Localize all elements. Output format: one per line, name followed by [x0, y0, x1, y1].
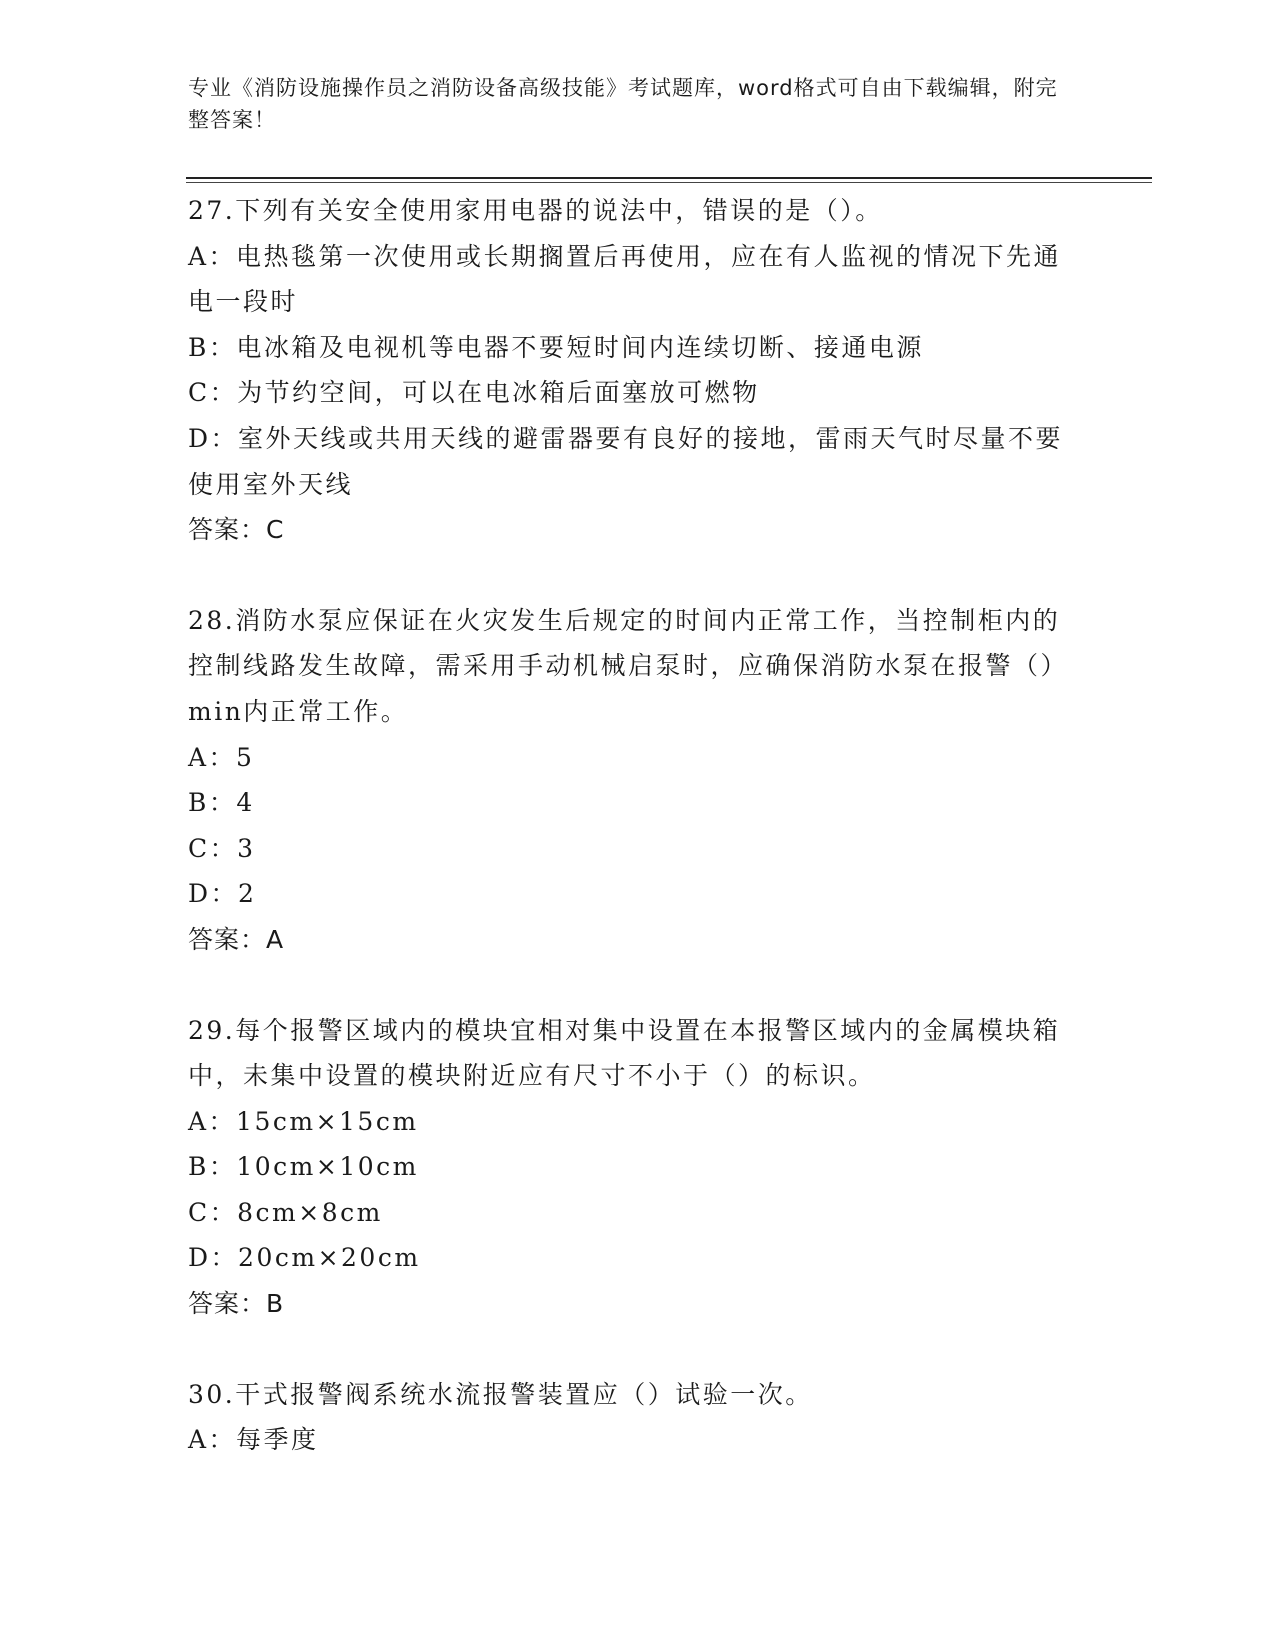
answer: 答案：B — [188, 1289, 285, 1319]
option-d: D：20cm×20cm — [188, 1243, 421, 1273]
option-c: C：8cm×8cm — [188, 1197, 383, 1227]
option-d: D：2 — [188, 879, 257, 909]
question-30 — [188, 1372, 1078, 1463]
question-stem: 28.消防水泵应保证在火灾发生后规定的时间内正常工作，当控制柜内的控制线路发生故障，需采用手动机械启泵时，应确保消防水泵在报警（）min内正常工作。 — [188, 605, 1069, 726]
question-27 — [188, 188, 1078, 553]
question-stem: 29.每个报警区域内的模块宜相对集中设置在本报警区域内的金属模块箱中，未集中设置的模块附近应有尺寸不小于（）的标识。 — [188, 1015, 1061, 1091]
document-intro: 专业《消防设施操作员之消防设备高级技能》考试题库，word格式可自由下载编辑，附完整答案！ — [188, 76, 1058, 132]
question-28 — [188, 598, 1078, 963]
option-d: D：室外天线或共用天线的避雷器要有良好的接地，雷雨天气时尽量不要使用室外天线 — [188, 423, 1064, 499]
option-a: A：每季度 — [188, 1425, 319, 1455]
option-b: B：4 — [188, 788, 255, 818]
option-c: C：3 — [188, 833, 256, 863]
header-rule-thick — [186, 177, 1152, 179]
question-29 — [188, 1008, 1078, 1327]
option-b: B：10cm×10cm — [188, 1152, 419, 1182]
question-stem: 27.下列有关安全使用家用电器的说法中，错误的是（）。 — [188, 196, 883, 225]
question-stem: 30.干式报警阀系统水流报警装置应（）试验一次。 — [188, 1379, 813, 1409]
option-b: B：电冰箱及电视机等电器不要短时间内连续切断、接通电源 — [188, 332, 924, 362]
header-rule-thin — [186, 182, 1152, 183]
option-a: A：电热毯第一次使用或长期搁置后再使用，应在有人监视的情况下先通电一段时 — [188, 241, 1062, 317]
question-list — [188, 188, 1078, 1463]
answer: 答案：A — [188, 924, 285, 954]
answer: 答案：C — [188, 515, 285, 545]
option-a: A：15cm×15cm — [188, 1106, 419, 1136]
option-c: C：为节约空间，可以在电冰箱后面塞放可燃物 — [188, 378, 760, 408]
option-a: A：5 — [188, 742, 255, 772]
